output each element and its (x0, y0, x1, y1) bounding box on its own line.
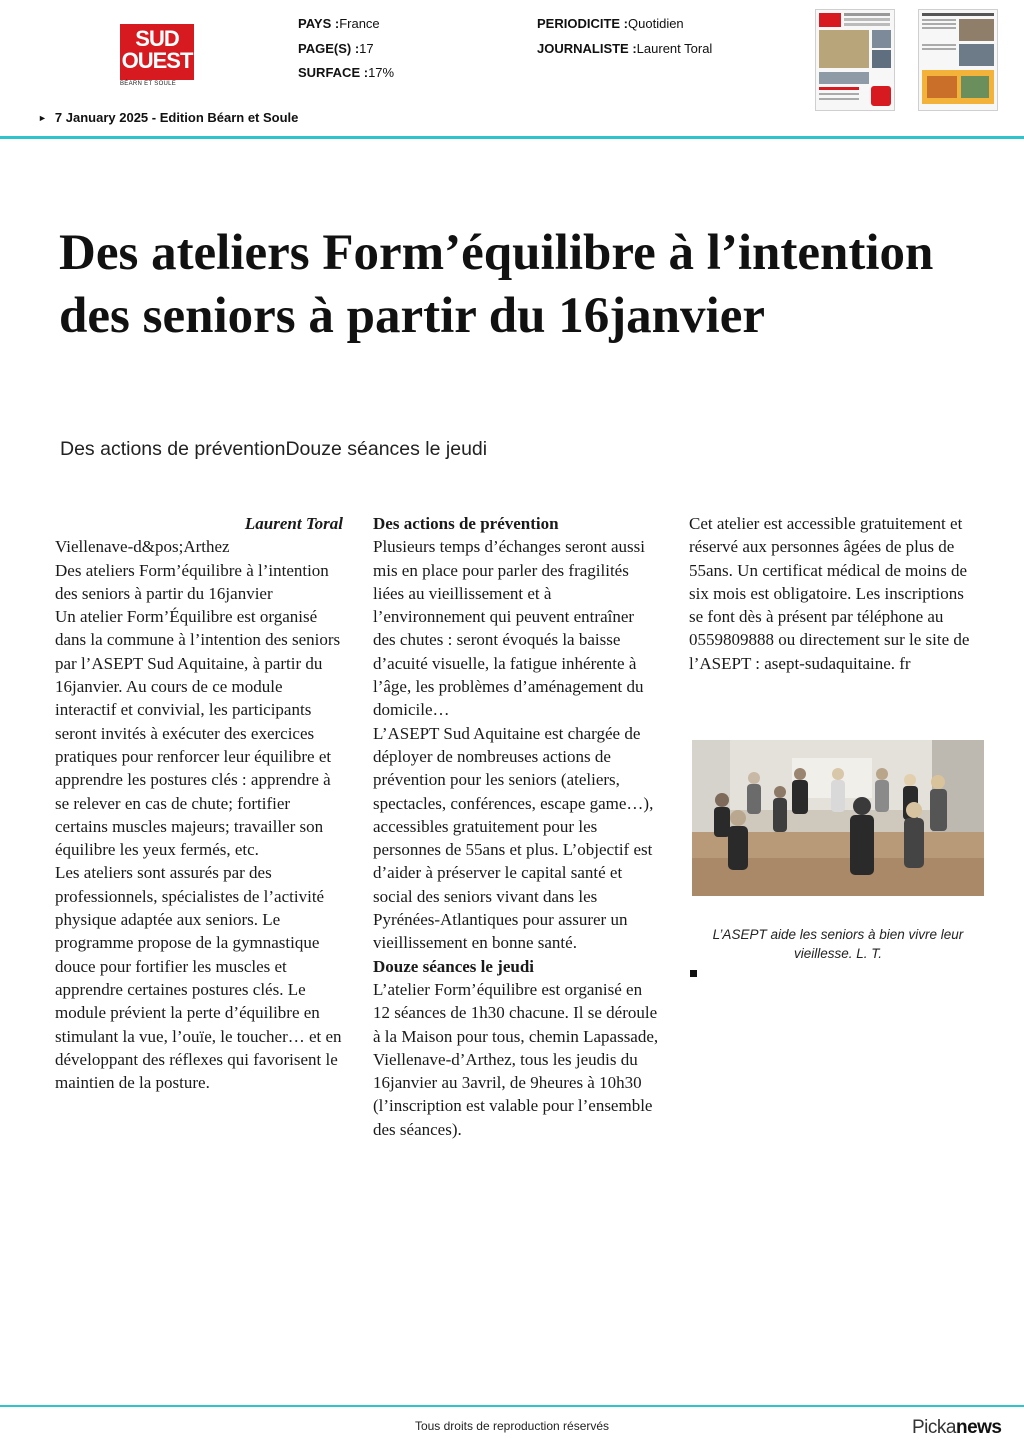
meta-periodicite: PERIODICITE :Quotidien (537, 16, 684, 31)
paragraph: Viellenave-d&pos;Arthez (55, 537, 230, 557)
section-heading-seances: Douze séances le jeudi (373, 956, 535, 976)
meta-surface: SURFACE :17% (298, 65, 395, 80)
edition-text: 7 January 2025 - Edition Béarn et Soule (54, 110, 299, 125)
logo-line-2: OUEST (121, 48, 193, 73)
article-column-3 (689, 512, 975, 675)
sud-ouest-logo (120, 24, 194, 88)
meta-pages: PAGE(S) :17 (298, 40, 374, 56)
logo-box (120, 24, 194, 80)
page-thumbnail-2[interactable] (918, 9, 998, 111)
paragraph: Des ateliers Form’équilibre à l’intention (55, 560, 329, 580)
logo-subtitle: BÉARN ET SOULE (120, 81, 177, 87)
meta-column-right (537, 12, 712, 61)
copyright-notice: Tous droits de reproduction réservés (414, 1419, 610, 1433)
brand-bold: news (955, 1417, 1002, 1438)
article-column-1 (55, 512, 343, 1094)
paragraph: Un atelier Form’Équilibre est organisé dans la commune à l’intention des seniors par l’ASEPT Sud Aquitaine, à partir du 16janvier. Au cours de ce module interactif et convivial, les participants seront invités à exécuter des exercices pratiques pour renforcer leur équilibre et apprendre les postures clés : apprendre à se relever en cas de chute; fortifier certains muscles majeurs; travailler son équilibre les yeux fermés, etc. (55, 607, 341, 860)
meta-journaliste: JOURNALISTE :Laurent Toral (537, 40, 713, 56)
paragraph: Les ateliers sont assurés par des professionnels, spécialistes de l’activité physique adaptée aux seniors. Le programme propose de la gymnastique douce pour fortifier les muscles et apprendre certaines postures clés. Le module prévient la perte d’équilibre en stimulant la vue, l’ouïe, le toucher… et en développant des réflexes qui favorisent le maintien de la posture. (55, 863, 342, 1093)
paragraph: L’ASEPT Sud Aquitaine est chargée de déployer de nombreuses actions de prévention pour les seniors (ateliers, spectacles, conférences, escape game…), accessibles gratuitement pour les personnes de 55ans et plus. L’objectif est d’aider à préserver le capital santé et social des seniors vivant dans les Pyrénées-Atlantiques pour assurer un vieillissement en bonne santé. (373, 723, 654, 953)
paragraph: L’atelier Form’équilibre est organisé en 12 séances de 1h30 chacune. Il se déroule à la Maison pour tous, chemin Lapassade, Viellenave-d’Arthez, tous les jeudis du 16janvier au 3avril, de 9heures à 10h30 (l’inscription est valable pour l’ensemble des séances). (373, 979, 659, 1139)
paragraph: des seniors à partir du 16janvier (55, 583, 273, 603)
end-of-article-mark (690, 970, 697, 977)
meta-pays: PAYS :France (298, 16, 380, 31)
article-photo (692, 740, 984, 896)
byline: Laurent Toral (244, 514, 343, 533)
paragraph: Plusieurs temps d’échanges seront aussi mis en place pour parler des fragilités liées au vieillissement et à l’environnement qui peuvent entraîner des chutes : seront évoqués la baisse d’acuité visuelle, la fatigue inhérente à l’âge, les problèmes d’aménagement du domicile… (373, 537, 645, 720)
top-divider (0, 136, 1024, 139)
article-column-2 (373, 512, 659, 1141)
article-headline: Des ateliers Form’équilibre à l’intention des seniors à partir du 16janvier (59, 225, 934, 344)
pickanews-logo[interactable] (912, 1417, 1002, 1439)
logo-line-1: SUD (135, 26, 179, 51)
photo-caption: L’ASEPT aide les seniors à bien vivre leur vieillesse. L. T. (712, 927, 964, 961)
paragraph: Cet atelier est accessible gratuitement et réservé aux personnes âgées de plus de 55ans. Un certificat médical de moins de six mois est obligatoire. Les inscriptions se font dès à présent par téléphone au 0559809888 ou directement sur le site de l’ASEPT : asept-sudaquitaine. fr (689, 514, 970, 673)
section-heading-prevention: Des actions de prévention (373, 514, 559, 533)
edition-line (38, 110, 298, 125)
page-thumbnail-1[interactable] (815, 9, 895, 111)
meta-column-left (298, 12, 394, 86)
article-subtitle: Des actions de préventionDouze séances le jeudi (60, 438, 488, 460)
bottom-divider (0, 1405, 1024, 1407)
brand-light: Picka (912, 1417, 956, 1438)
arrow-right-icon: ► (38, 113, 47, 123)
